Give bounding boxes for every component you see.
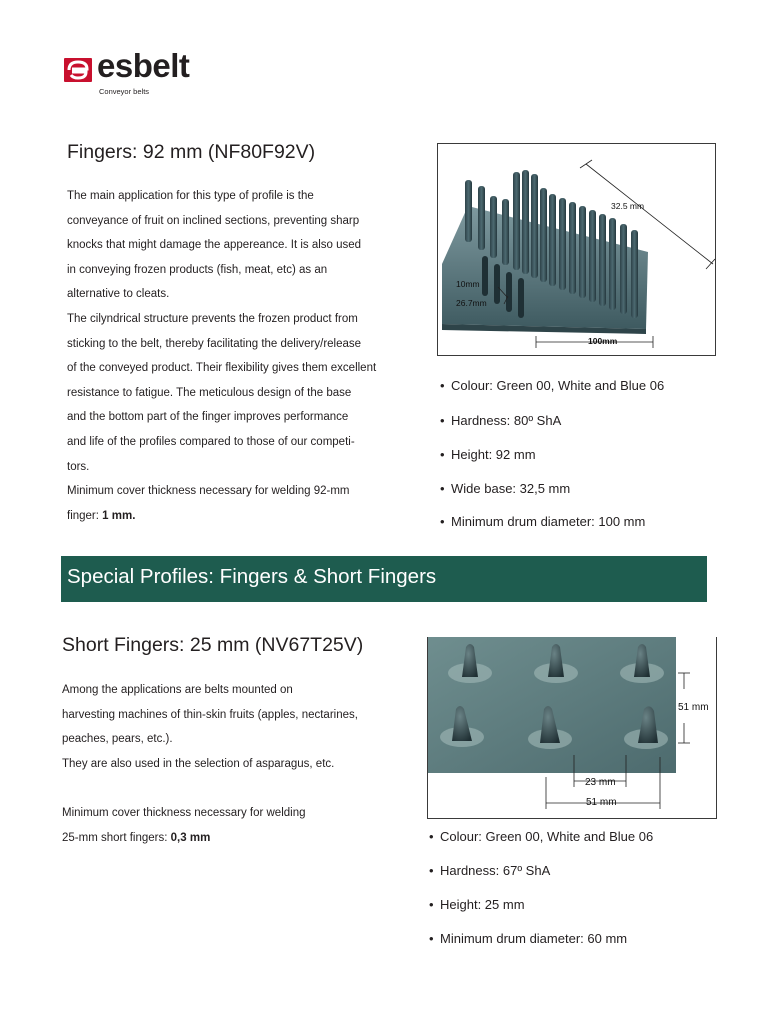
banner-title: Special Profiles: Fingers & Short Fingers	[67, 565, 437, 588]
fingers-paragraph-line: sticking to the belt, thereby facilitating the delivery/release	[67, 337, 362, 350]
short-fingers-description	[62, 678, 358, 850]
bullet-icon: •	[440, 481, 445, 496]
bullet-icon: •	[440, 413, 445, 428]
fingers-welding-value: 1 mm.	[102, 509, 136, 522]
fingers-paragraph-line: The main application for this type of profile is the	[67, 190, 314, 202]
fingers-welding-prefix: finger:	[67, 509, 103, 522]
fingers-paragraph-line: and life of the profiles compared to those of our competi-	[67, 435, 355, 448]
bullet-icon: •	[440, 378, 445, 393]
short-fingers-welding-line	[62, 826, 358, 851]
short-fingers-paragraph-line: peaches, pears, etc.).	[62, 733, 173, 746]
short-fingers-welding-prefix: 25-mm short fingers:	[62, 831, 171, 844]
short-fingers-title: Short Fingers: 25 mm (NV67T25V)	[62, 634, 364, 656]
fingers-paragraph-line: conveyance of fruit on inclined sections, preventing sharp	[67, 214, 360, 227]
fingers-figure-base-label: 26.7mm	[456, 298, 487, 308]
fingers-spec-item: • Height: 92 mm	[440, 447, 536, 462]
fingers-description	[67, 184, 376, 528]
short-fingers-figure-pitch-label: 23 mm	[585, 777, 616, 788]
fingers-paragraph-line: in conveying frozen products (fish, meat, etc) as an	[67, 263, 328, 276]
esbelt-logo-icon	[64, 58, 92, 82]
short-fingers-paragraph-line	[62, 776, 358, 801]
fingers-title: Fingers: 92 mm (NF80F92V)	[67, 141, 316, 163]
fingers-paragraph-line: resistance to fatigue. The meticulous design of the base	[67, 386, 352, 399]
fingers-spec-item: • Minimum drum diameter: 100 mm	[440, 514, 646, 529]
short-fingers-welding-value: 0,3 mm	[170, 831, 211, 844]
fingers-paragraph-line: Minimum cover thickness necessary for welding 92-mm	[67, 485, 350, 498]
bullet-icon: •	[429, 897, 434, 912]
short-fingers-spec-item: • Hardness: 67º ShA	[429, 863, 551, 878]
fingers-paragraph-line: and the bottom part of the finger improves performance	[67, 411, 349, 424]
short-fingers-spec-item: • Height: 25 mm	[429, 897, 525, 912]
short-fingers-paragraph-line: harvesting machines of thin-skin fruits (apples, nectarines,	[62, 708, 358, 721]
short-fingers-spec-item: • Minimum drum diameter: 60 mm	[429, 931, 628, 946]
fingers-figure-pitch-label: 10mm	[456, 279, 480, 289]
short-fingers-paragraph-line: Minimum cover thickness necessary for welding	[62, 806, 306, 819]
short-fingers-figure-height-label: 51 mm	[678, 702, 709, 713]
bullet-icon: •	[429, 863, 434, 878]
fingers-paragraph-line: of the conveyed product. Their flexibility gives them excellent	[67, 362, 377, 375]
fingers-paragraph-line: alternative to cleats.	[67, 288, 170, 301]
bullet-icon: •	[429, 931, 434, 946]
short-fingers-illustration	[428, 637, 716, 818]
fingers-profile-illustration	[438, 144, 715, 355]
fingers-spec-item: • Wide base: 32,5 mm	[440, 481, 571, 496]
fingers-figure-length-label: 100mm	[588, 336, 618, 346]
section-banner	[61, 556, 707, 602]
fingers-paragraph-line: tors.	[67, 460, 90, 473]
fingers-paragraph-line: The cilyndrical structure prevents the frozen product from	[67, 312, 358, 325]
fingers-spec-item: • Colour: Green 00, White and Blue 06	[440, 378, 665, 393]
brand-name: esbelt	[97, 47, 190, 84]
fingers-product-figure	[437, 143, 716, 356]
bullet-icon: •	[429, 829, 434, 844]
fingers-welding-line	[67, 504, 376, 529]
short-fingers-figure-width-label: 51 mm	[586, 797, 617, 808]
brand-tagline: Conveyor belts	[99, 87, 150, 96]
bullet-icon: •	[440, 447, 445, 462]
short-fingers-spec-item: • Colour: Green 00, White and Blue 06	[429, 829, 654, 844]
short-fingers-paragraph-line: They are also used in the selection of asparagus, etc.	[62, 757, 335, 770]
fingers-figure-width-label: 32.5 mm	[611, 201, 645, 211]
fingers-spec-item: • Hardness: 80º ShA	[440, 413, 562, 428]
bullet-icon: •	[440, 514, 445, 529]
short-fingers-product-figure	[427, 637, 717, 819]
short-fingers-paragraph-line: Among the applications are belts mounted on	[62, 684, 293, 696]
fingers-paragraph-line: knocks that might damage the appereance. It is also used	[67, 239, 362, 252]
